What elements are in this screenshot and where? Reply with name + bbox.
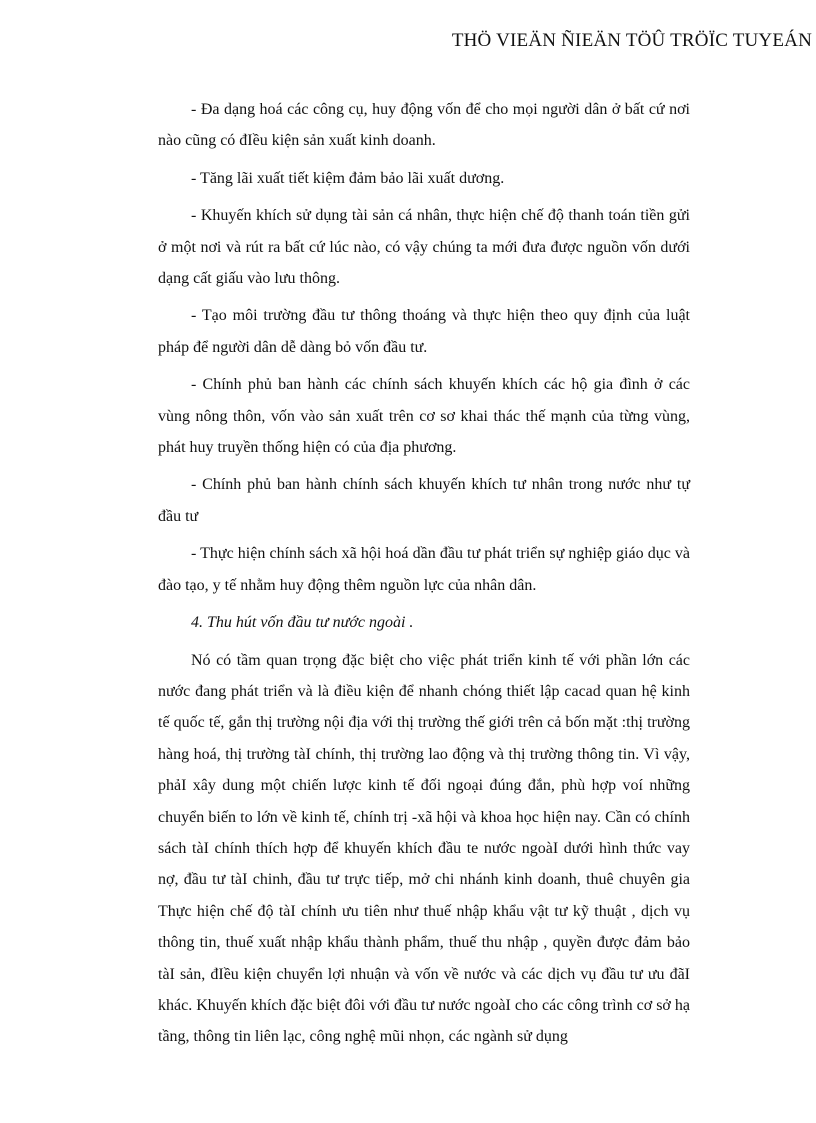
bullet-paragraph: - Tạo môi trường đầu tư thông thoáng và thực hiện theo quy định của luật pháp để người dân dễ dàng bỏ vốn đầu tư. (158, 307, 690, 356)
body-paragraph: Nó có tầm quan trọng đặc biệt cho việc phát triển kinh tế với phần lớn các nước đang phát triển và là điều kiện để nhanh chóng thiết lập cacad quan hệ kinh tế quốc tế, gắn thị trường nội địa với thị trường thế giới trên cả bốn mặt :thị trường hàng hoá, thị trường tàI chính, thị trường lao động và thị trường thông tin. Vì vậy, phảI xây dung một chiến lược kinh tế đối ngoại đúng đắn, phù hợp voí những chuyển biến to lớn về kinh tế, chính trị -xã hội và khoa học hiện nay. Cần có chính sách tàI chính thích hợp để khuyến khích đầu te nước ngoàI dưới hình thức vay nợ, đầu tư tàI chinh, đầu tư trực tiếp, mở chi nhánh kinh doanh, thuê chuyên gia Thực hiện chế độ tàI chính ưu tiên như thuế nhập khẩu vật tư kỹ thuật , dịch vụ thông tin, thuế xuất nhập khẩu thành phẩm, thuế thu nhập , quyền được đảm bảo tàI sản, đIều kiện chuyển lợi nhuận và vốn về nước và các dịch vụ đầu tư ưu đãI khác. Khuyến khích đặc biệt đôi với đầu tư nước ngoàI cho các công trình cơ sở hạ tầng, thông tin liên lạc, công nghệ mũi nhọn, các ngành sử dụng (158, 651, 690, 1046)
document-body (158, 94, 690, 1053)
page-header: THÖ VIEÄN ÑIEÄN TÖÛ TRÖÏC TUYEÁN (451, 30, 812, 51)
bullet-paragraph: - Tăng lãi xuất tiết kiệm đảm bảo lãi xuất dương. (191, 169, 505, 187)
bullet-paragraph: - Khuyến khích sử dụng tài sản cá nhân, thực hiện chế độ thanh toán tiền gửi ở một nơi và rút ra bất cứ lúc nào, có vậy chúng ta mới đưa được nguồn vốn dưới dạng cất giấu vào lưu thông. (158, 207, 690, 288)
bullet-paragraph: - Thực hiện chính sách xã hội hoá dần đầu tư phát triển sự nghiệp giáo dục và đào tạo, y tế nhằm huy động thêm nguồn lực của nhân dân. (158, 545, 690, 594)
bullet-paragraph: - Chính phủ ban hành chính sách khuyến khích tư nhân trong nước như tự đầu tư (158, 476, 690, 525)
section-heading: 4. Thu hút vốn đầu tư nước ngoài . (191, 614, 414, 632)
bullet-paragraph: - Chính phủ ban hành các chính sách khuyến khích các hộ gia đình ở các vùng nông thôn, vốn vào sản xuất trên cơ sơ khai thác thế mạnh của từng vùng, phát huy truyền thống hiện có của địa phương. (158, 376, 690, 457)
bullet-paragraph: - Đa dạng hoá các công cụ, huy động vốn để cho mọi người dân ở bất cứ nơi nào cũng có đIều kiện sản xuất kinh doanh. (158, 101, 690, 150)
